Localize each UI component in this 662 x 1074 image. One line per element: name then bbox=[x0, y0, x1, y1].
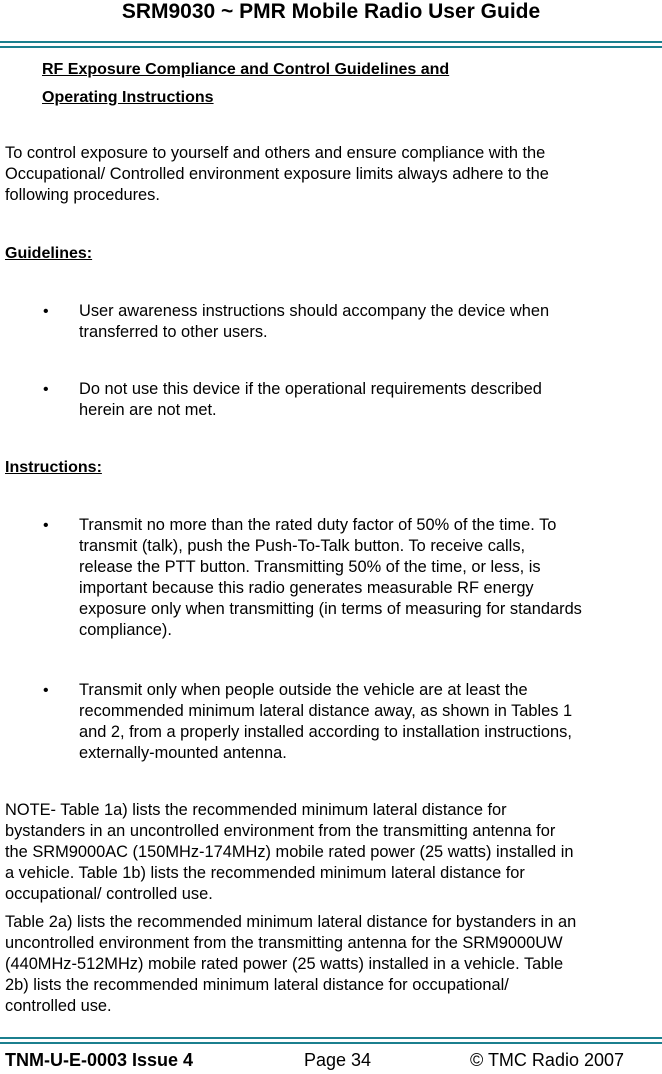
instruction-line: exposure only when transmitting (in terms of measuring for standards bbox=[79, 600, 582, 618]
bullet-icon: • bbox=[43, 517, 49, 534]
note-line: NOTE- Table 1a) lists the recommended minimum lateral distance for bbox=[5, 801, 507, 819]
guideline-line: transferred to other users. bbox=[79, 323, 268, 341]
instructions-heading: Instructions: bbox=[5, 459, 102, 476]
intro-line: following procedures. bbox=[5, 186, 160, 204]
table2-line: Table 2a) lists the recommended minimum lateral distance for bystanders in an bbox=[5, 913, 577, 931]
table2-line: 2b) lists the recommended minimum lateral distance for occupational/ bbox=[5, 976, 509, 994]
note-line: bystanders in an uncontrolled environment from the transmitting antenna for bbox=[5, 822, 556, 840]
page-header-title: SRM9030 ~ PMR Mobile Radio User Guide bbox=[121, 0, 541, 23]
guideline-item bbox=[79, 301, 659, 343]
note-line: occupational/ controlled use. bbox=[5, 885, 213, 903]
instruction-line: Transmit no more than the rated duty factor of 50% of the time. To bbox=[79, 516, 557, 534]
instruction-line: transmit (talk), push the Push-To-Talk button. To receive calls, bbox=[79, 537, 526, 555]
header-rule-top bbox=[0, 41, 662, 43]
note-line: the SRM9000AC (150MHz-174MHz) mobile rated power (25 watts) installed in bbox=[5, 843, 574, 861]
instruction-line: release the PTT button. Transmitting 50% of the time, or less, is bbox=[79, 558, 541, 576]
intro-line: To control exposure to yourself and others and ensure compliance with the bbox=[5, 144, 546, 162]
bullet-icon: • bbox=[43, 381, 49, 398]
guideline-line: User awareness instructions should accompany the device when bbox=[79, 302, 550, 320]
instruction-line: compliance). bbox=[79, 621, 172, 639]
instruction-line: externally-mounted antenna. bbox=[79, 744, 287, 762]
bullet-icon: • bbox=[43, 303, 49, 320]
bullet-icon: • bbox=[43, 682, 49, 699]
footer-rule-bottom bbox=[0, 1042, 662, 1044]
intro-line: Occupational/ Controlled environment exposure limits always adhere to the bbox=[5, 165, 549, 183]
header-rule-bottom bbox=[0, 46, 662, 48]
footer-page-number: Page 34 bbox=[304, 1050, 372, 1070]
footer-copyright: © TMC Radio 2007 bbox=[470, 1050, 625, 1070]
footer-rule-top bbox=[0, 1037, 662, 1039]
table2-line: uncontrolled environment from the transmitting antenna for the SRM9000UW bbox=[5, 934, 563, 952]
section-title-line2: Operating Instructions bbox=[42, 89, 214, 106]
instruction-line: recommended minimum lateral distance away, as shown in Tables 1 bbox=[79, 702, 573, 720]
instruction-line: Transmit only when people outside the vehicle are at least the bbox=[79, 681, 528, 699]
section-title-line1: RF Exposure Compliance and Control Guidelines and bbox=[42, 61, 450, 78]
instruction-item bbox=[79, 515, 659, 641]
table2-line: controlled use. bbox=[5, 997, 112, 1015]
guideline-line: Do not use this device if the operational requirements described bbox=[79, 380, 542, 398]
guideline-item bbox=[79, 379, 659, 421]
instruction-line: and 2, from a properly installed according to installation instructions, bbox=[79, 723, 572, 741]
table2-line: (440MHz-512MHz) mobile rated power (25 watts) installed in a vehicle. Table bbox=[5, 955, 564, 973]
note-line: a vehicle. Table 1b) lists the recommended minimum lateral distance for bbox=[5, 864, 525, 882]
guidelines-heading: Guidelines: bbox=[5, 245, 93, 262]
guideline-line: herein are not met. bbox=[79, 401, 217, 419]
instruction-item bbox=[79, 680, 659, 764]
footer-doc-id: TNM-U-E-0003 Issue 4 bbox=[5, 1050, 194, 1070]
instruction-line: important because this radio generates measurable RF energy bbox=[79, 579, 534, 597]
